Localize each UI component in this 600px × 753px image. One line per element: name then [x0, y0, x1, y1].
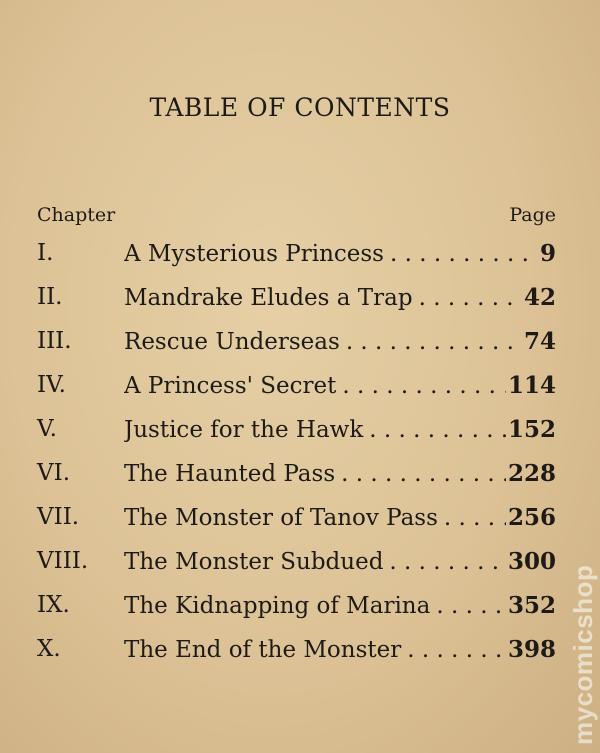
chapter-title: Mandrake Eludes a Trap — [124, 285, 413, 311]
leader-dots — [438, 505, 506, 531]
chapter-title: The Kidnapping of Marina — [124, 593, 431, 619]
chapter-title: A Mysterious Princess — [124, 241, 384, 267]
chapter-title: Rescue Underseas — [124, 329, 340, 355]
page-number: 398 — [507, 636, 556, 663]
toc-row — [0, 372, 600, 402]
watermark: mycomicshop — [568, 564, 598, 745]
chapter-number: I. — [37, 240, 54, 266]
chapter-number: VI. — [37, 460, 71, 486]
page-number: 300 — [507, 548, 556, 575]
page-number: 352 — [507, 592, 556, 619]
chapter-title: The End of the Monster — [124, 637, 402, 663]
page-number: 9 — [539, 240, 556, 267]
chapter-title: The Monster Subdued — [124, 549, 384, 575]
leader-dots — [335, 461, 506, 487]
page-number: 256 — [507, 504, 556, 531]
leader-dots — [340, 329, 522, 355]
leader-dots — [384, 241, 538, 267]
leader-dots — [401, 637, 506, 663]
chapter-number: III. — [37, 328, 72, 354]
chapter-number: IV. — [37, 372, 66, 398]
leader-dots — [413, 285, 522, 311]
leader-dots — [383, 549, 506, 575]
toc-row — [0, 416, 600, 446]
toc-row — [0, 284, 600, 314]
toc-row — [0, 548, 600, 578]
toc-row — [0, 460, 600, 490]
toc-row — [0, 504, 600, 534]
page-number: 42 — [523, 284, 556, 311]
chapter-title: A Princess' Secret — [124, 373, 337, 399]
page-number: 114 — [507, 372, 556, 399]
chapter-number: V. — [37, 416, 57, 442]
page-number: 152 — [507, 416, 556, 443]
chapter-number: VIII. — [37, 548, 89, 574]
leader-dots — [363, 417, 506, 443]
leader-dots — [430, 593, 506, 619]
chapter-column-header: Chapter — [37, 204, 116, 226]
toc-row — [0, 328, 600, 358]
chapter-title: The Monster of Tanov Pass — [124, 505, 438, 531]
toc-row — [0, 636, 600, 666]
leader-dots — [336, 373, 506, 399]
page-column-header: Page — [509, 204, 556, 226]
toc-row — [0, 592, 600, 622]
chapter-number: II. — [37, 284, 63, 310]
chapter-title: Justice for the Hawk — [124, 417, 364, 443]
page-title: TABLE OF CONTENTS — [149, 93, 451, 122]
chapter-number: IX. — [37, 592, 70, 618]
chapter-title: The Haunted Pass — [124, 461, 336, 487]
page-number: 228 — [507, 460, 556, 487]
chapter-number: VII. — [37, 504, 80, 530]
page-number: 74 — [523, 328, 556, 355]
chapter-number: X. — [37, 636, 61, 662]
toc-row — [0, 240, 600, 270]
